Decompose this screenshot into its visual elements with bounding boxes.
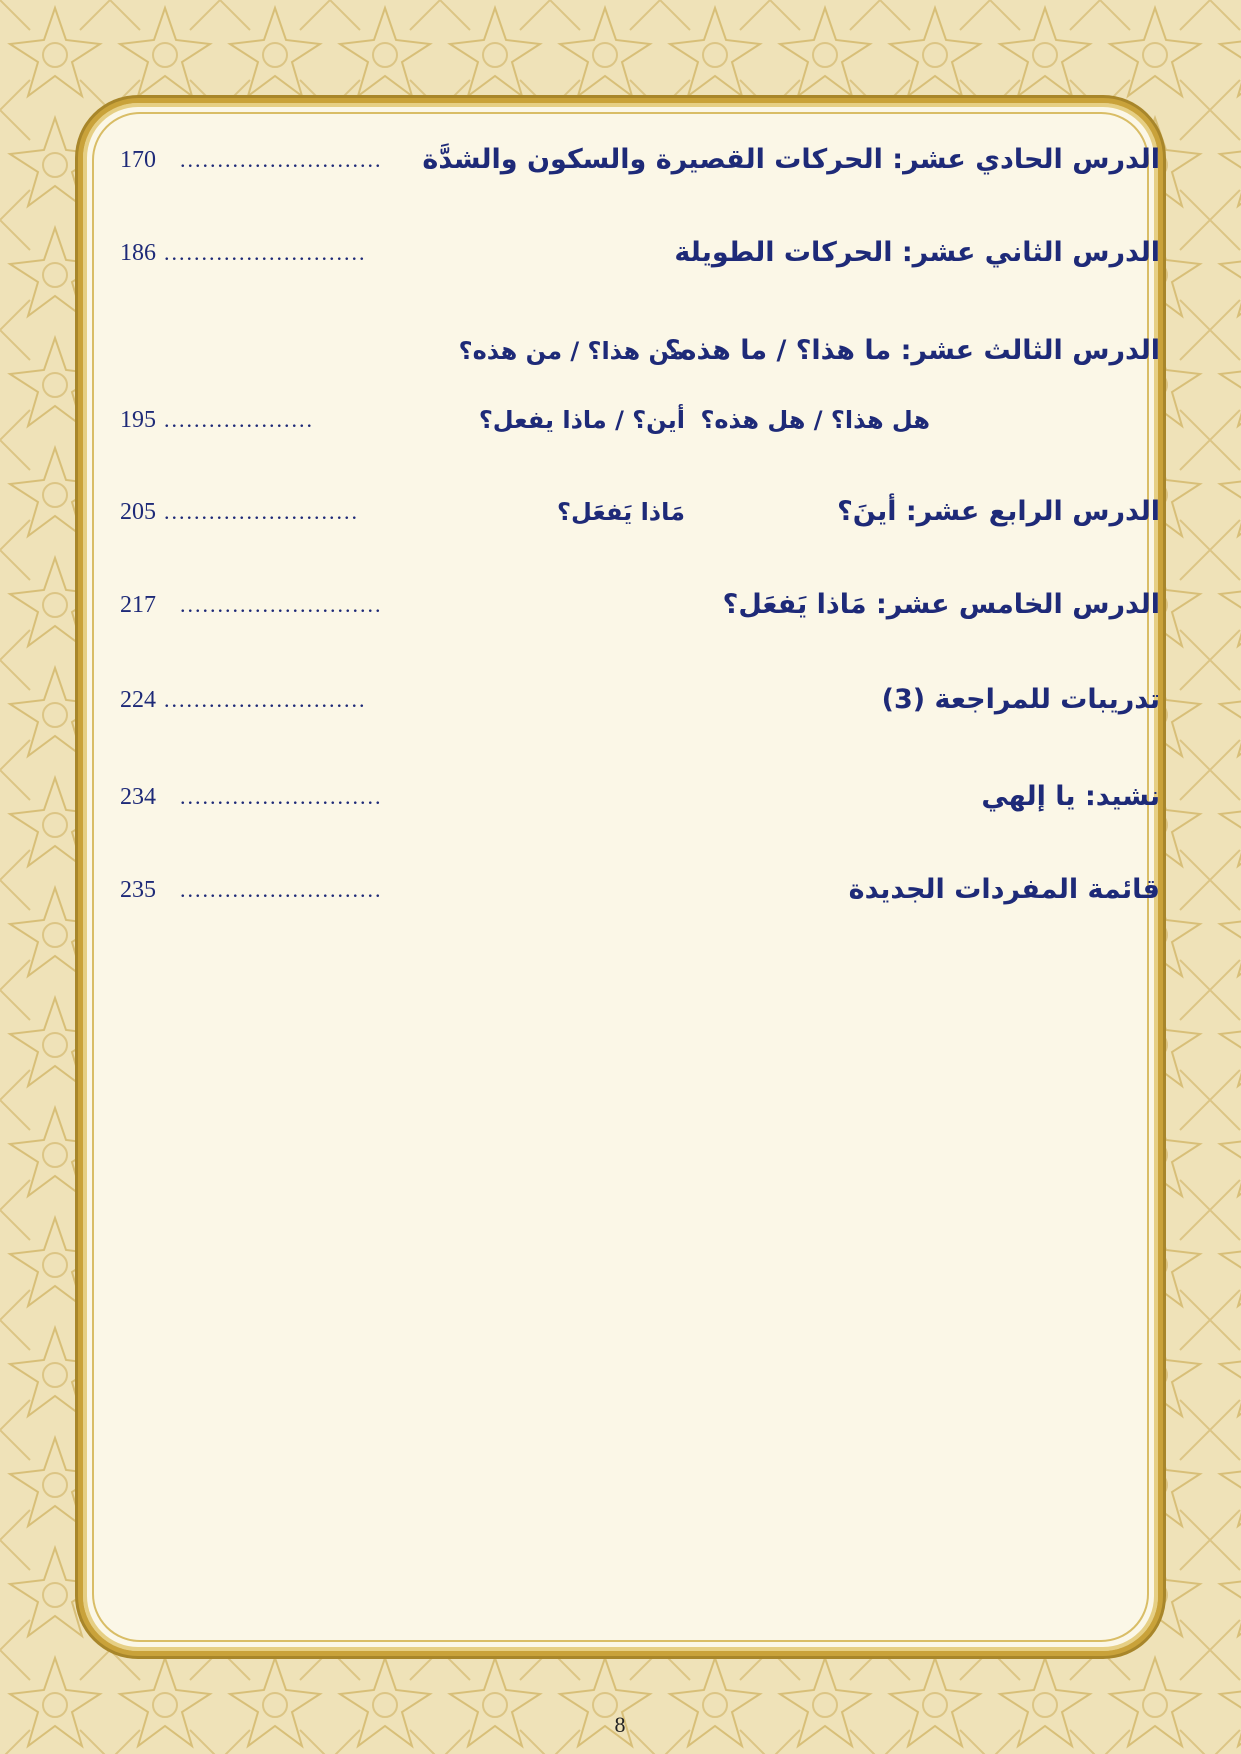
toc-entry-anthem xyxy=(120,772,1160,822)
toc-entry-leader: ........................... xyxy=(180,784,383,809)
toc-entry-leader: .................... xyxy=(164,407,314,432)
toc-entry-page: 195 xyxy=(120,407,156,433)
toc-entry-page: 205 xyxy=(120,499,156,525)
toc-entry-page: 170 xyxy=(120,147,156,173)
toc-entry-lesson-11 xyxy=(120,135,1160,185)
toc-entry-vocabulary xyxy=(120,865,1160,915)
toc-entry-page: 235 xyxy=(120,877,156,903)
toc-entry-lesson-13-cont xyxy=(120,395,1160,445)
toc-entry-leader: ........................... xyxy=(180,877,383,902)
toc-entry-subtitle: أين؟ / ماذا يفعل؟ xyxy=(478,406,685,434)
toc-entry-title: نشيد: يا إلهي xyxy=(981,781,1160,812)
toc-entry-title: تدريبات للمراجعة (3) xyxy=(881,684,1160,715)
toc-entry-title: الدرس الخامس عشر: مَاذا يَفعَل؟ xyxy=(722,589,1160,620)
toc-entry-page: 224 xyxy=(120,687,156,713)
toc-entry-title: الدرس الحادي عشر: الحركات القصيرة والسكون والشدَّة xyxy=(422,144,1160,175)
toc-entry-title: الدرس الرابع عشر: أينَ؟ xyxy=(837,496,1160,527)
toc-entry-leader: ........................... xyxy=(180,147,383,172)
toc-entry-page: 186 xyxy=(120,240,156,266)
toc-entry-lesson-12 xyxy=(120,228,1160,278)
toc-entry-lesson-13 xyxy=(120,326,1160,376)
toc-entry-leader: ........................... xyxy=(164,687,367,712)
toc-entry-page: 234 xyxy=(120,784,156,810)
toc-entry-title: الدرس الثاني عشر: الحركات الطويلة xyxy=(674,237,1160,268)
toc-entry-lesson-14 xyxy=(120,487,1160,537)
toc-entry-lesson-15 xyxy=(120,580,1160,630)
toc-entry-subtitle: مَاذا يَفعَل؟ xyxy=(557,498,685,526)
toc-entry-title: قائمة المفردات الجديدة xyxy=(848,874,1160,905)
toc-entry-title: هل هذا؟ / هل هذه؟ xyxy=(700,406,930,434)
toc-entry-leader: ........................... xyxy=(180,592,383,617)
toc-entry-review-3 xyxy=(120,675,1160,725)
toc-entry-leader: ........................... xyxy=(164,240,367,265)
toc-entry-leader: .......................... xyxy=(164,499,359,524)
table-of-contents xyxy=(120,120,1160,940)
page-number: 8 xyxy=(614,1712,626,1737)
toc-entry-title: الدرس الثالث عشر: ما هذا؟ / ما هذه؟ xyxy=(664,335,1160,366)
toc-entry-subtitle: من هذا؟ / من هذه؟ xyxy=(458,337,685,365)
toc-entry-page: 217 xyxy=(120,592,156,618)
